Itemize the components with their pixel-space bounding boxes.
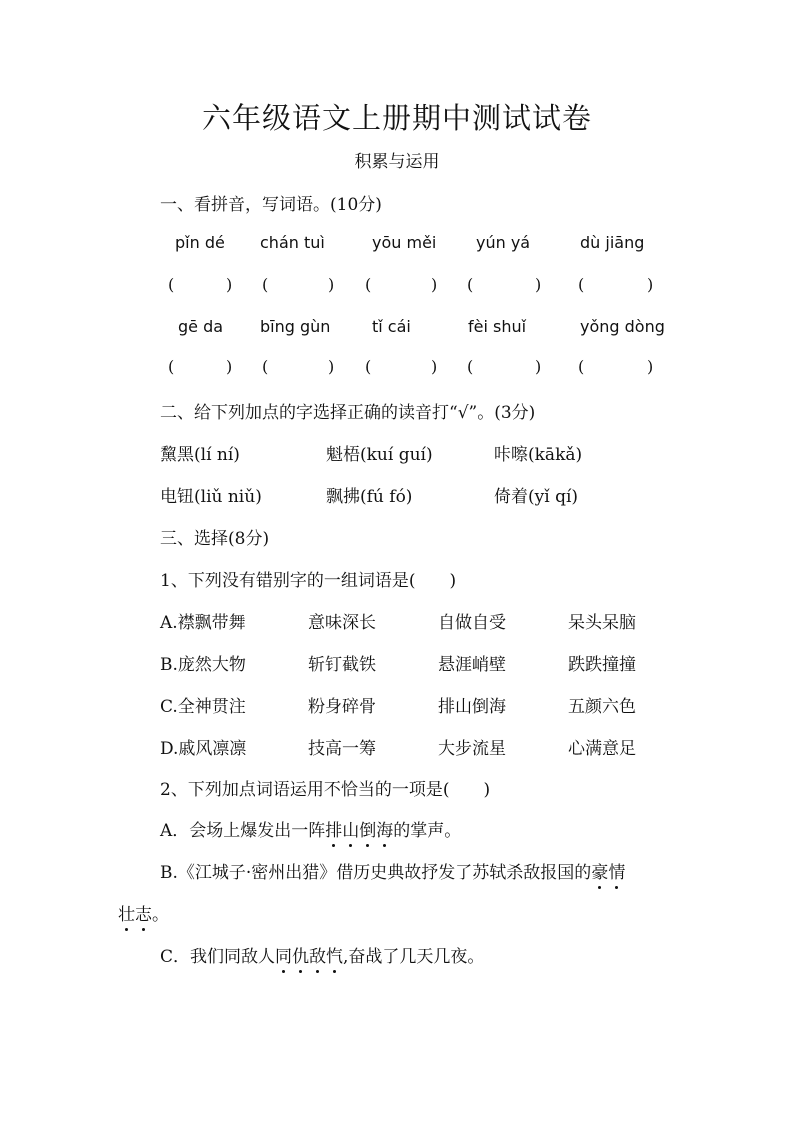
- answer-blank-open: (: [578, 275, 585, 294]
- item-word: 魁梧: [326, 445, 360, 465]
- answer-blank-close: ): [328, 357, 335, 376]
- answer-blank-open: (: [365, 275, 372, 294]
- pronunciation-item: [326, 440, 433, 465]
- answer-blank-open: (: [168, 357, 175, 376]
- choice-word: 粉身碎骨: [308, 697, 376, 717]
- option-text: B.《江城子·密州出猎》借历史典故抒发了苏轼杀敌报国的: [160, 863, 592, 883]
- page-title: 六年级语文上册期中测试试卷: [201, 101, 592, 135]
- emphasis-char: 山: [342, 816, 359, 841]
- choice-word: 跌跌撞撞: [568, 655, 636, 675]
- answer-blank-close: ): [431, 275, 438, 294]
- pinyin-item: yǒng dòng: [580, 317, 665, 336]
- choice-word: 技高一筹: [308, 739, 376, 759]
- answer-blank-close: ): [647, 357, 654, 376]
- answer-blank-close: ): [535, 357, 542, 376]
- choice-word: 呆头呆脑: [568, 613, 636, 633]
- emphasis-char: 仇: [292, 942, 309, 967]
- pinyin-item: yōu měi: [372, 233, 437, 252]
- pinyin-item: chán tuì: [260, 233, 325, 252]
- pronunciation-item: [494, 482, 578, 507]
- dotted-phrase: [275, 947, 343, 967]
- item-word: 黧黑: [160, 445, 194, 465]
- item-word: 电钮: [160, 487, 194, 507]
- section3-heading: 三、选择(8分): [160, 529, 270, 549]
- question2-stem: 2、下列加点词语运用不恰当的一项是( ): [160, 780, 491, 800]
- answer-blank-close: ): [647, 275, 654, 294]
- answer-blank-open: (: [467, 275, 474, 294]
- option-text: A．会场上爆发出一阵: [160, 821, 326, 841]
- choice-word: B.庞然大物: [160, 655, 246, 675]
- pinyin-item: gē da: [178, 317, 224, 336]
- emphasis-char: 同: [275, 942, 292, 967]
- section2-heading: 二、给下列加点的字选择正确的读音打“√”。(3分): [160, 403, 536, 423]
- question2-option-b-continued: [118, 900, 169, 925]
- question1-stem: 1、下列没有错别字的一组词语是( ): [160, 571, 457, 591]
- answer-blank-close: ): [431, 357, 438, 376]
- choice-word: 意味深长: [308, 613, 376, 633]
- item-options: (liǔ niǔ): [194, 487, 262, 507]
- pinyin-item: dù jiāng: [580, 233, 645, 252]
- emphasis-char: 敌: [309, 942, 326, 967]
- dotted-phrase: [591, 863, 625, 883]
- emphasis-char: 忾: [326, 942, 343, 967]
- choice-word: 斩钉截铁: [308, 655, 376, 675]
- pinyin-item: yún yá: [476, 233, 531, 252]
- choice-word: 排山倒海: [438, 697, 506, 717]
- choice-word: 自做自受: [438, 613, 506, 633]
- pinyin-item: bīng gùn: [260, 317, 331, 336]
- question2-option-c: [160, 942, 484, 967]
- pronunciation-item: [494, 440, 582, 465]
- item-word: 飘拂: [326, 487, 360, 507]
- answer-blank-open: (: [262, 275, 269, 294]
- choice-word: C.全神贯注: [160, 697, 246, 717]
- option-text: ,奋战了几天几夜。: [343, 947, 485, 967]
- answer-blank-close: ): [226, 275, 233, 294]
- pronunciation-item: [160, 440, 240, 465]
- answer-blank-open: (: [467, 357, 474, 376]
- option-text: C．我们同敌人: [160, 947, 276, 967]
- pinyin-item: pǐn dé: [175, 233, 225, 252]
- emphasis-char: 志: [135, 900, 152, 925]
- choice-word: 悬涯峭壁: [438, 655, 506, 675]
- answer-blank-open: (: [262, 357, 269, 376]
- answer-blank-open: (: [168, 275, 175, 294]
- option-text: 。: [152, 905, 169, 925]
- pinyin-item: tǐ cái: [372, 317, 411, 336]
- answer-blank-open: (: [365, 357, 372, 376]
- item-options: (lí ní): [194, 445, 240, 465]
- choice-word: 心满意足: [568, 739, 636, 759]
- emphasis-char: 海: [376, 816, 393, 841]
- item-word: 倚着: [494, 487, 528, 507]
- item-options: (yǐ qí): [528, 487, 579, 507]
- option-text: 的掌声。: [393, 821, 462, 841]
- emphasis-char: 豪: [591, 858, 608, 883]
- pronunciation-item: [160, 482, 262, 507]
- item-word: 咔嚓: [494, 445, 528, 465]
- question2-option-a: [160, 816, 461, 841]
- pinyin-item: fèi shuǐ: [468, 317, 527, 336]
- dotted-phrase: [325, 821, 393, 841]
- choice-word: 五颜六色: [568, 697, 636, 717]
- section1-heading: 一、看拼音，写词语。(10分): [160, 195, 382, 215]
- pronunciation-item: [326, 482, 412, 507]
- answer-blank-open: (: [578, 357, 585, 376]
- item-options: (kuí guí): [360, 445, 433, 465]
- emphasis-char: 排: [325, 816, 342, 841]
- dotted-phrase: [118, 905, 152, 925]
- emphasis-char: 倒: [359, 816, 376, 841]
- item-options: (kākǎ): [528, 445, 583, 465]
- choice-word: A.襟飘带舞: [160, 613, 246, 633]
- emphasis-char: 壮: [118, 900, 135, 925]
- emphasis-char: 情: [608, 858, 625, 883]
- answer-blank-close: ): [226, 357, 233, 376]
- choice-word: 大步流星: [438, 739, 506, 759]
- answer-blank-close: ): [535, 275, 542, 294]
- item-options: (fú fó): [360, 487, 413, 507]
- question2-option-b: [160, 858, 625, 883]
- answer-blank-close: ): [328, 275, 335, 294]
- choice-word: D.戚风凛凛: [160, 739, 247, 759]
- page-subtitle: 积累与运用: [354, 152, 440, 172]
